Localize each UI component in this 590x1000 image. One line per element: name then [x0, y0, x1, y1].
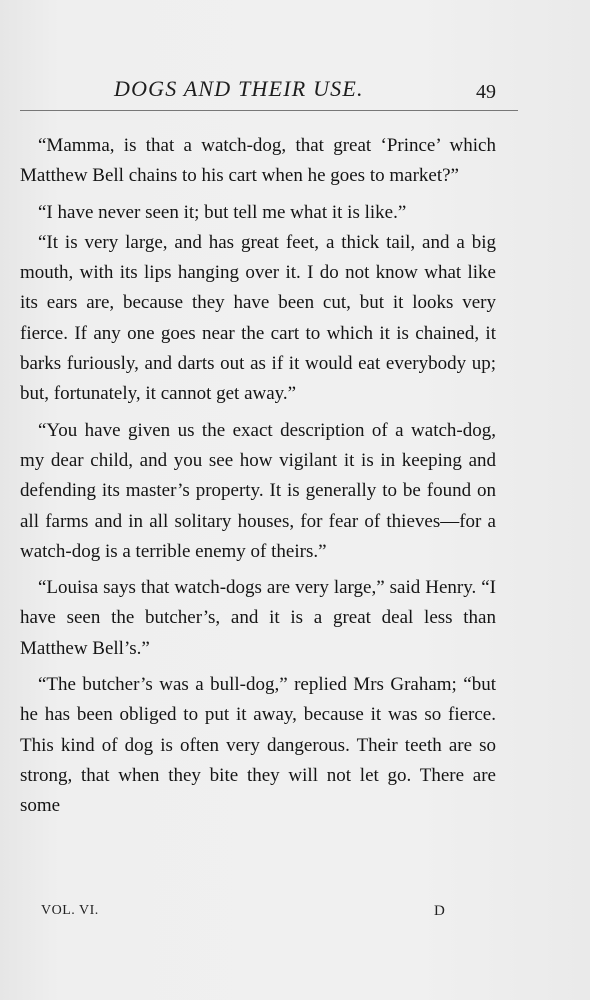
paragraph-6: “The butcher’s was a bull-dog,” replied Mrs Graham; “but he has been obliged to put it away, because it was so fierce. This kind of dog is often very dangerous. Their teeth are so strong, that when they bite they will not let go. There are some: [20, 674, 496, 817]
body-text: [20, 131, 496, 822]
running-head: DOGS AND THEIR USE.: [114, 76, 364, 101]
paragraph-4: “You have given us the exact description of a watch-dog, my dear child, and you see how vigilant it is in keeping and defending its master’s property. It is generally to be found on all farms and in all solitary houses, for fear of thieves—for a watch-dog is a terrible enemy of theirs.”: [20, 419, 496, 562]
paragraph-1: “Mamma, is that a watch-dog, that great ‘Prince’ which Matthew Bell chains to his cart when he goes to market?”: [20, 135, 496, 187]
paragraph-3: “It is very large, and has great feet, a thick tail, and a big mouth, with its lips hanging over it. I do not know what like its ears are, because they have been cut, but it looks very fierce. If any one goes near the cart to which it is chained, it barks furiously, and darts out as if it would eat everybody up; but, fortunately, it cannot get away.”: [20, 231, 496, 405]
paragraph-2: “I have never seen it; but tell me what it is like.”: [38, 201, 407, 223]
signature-mark: D: [434, 903, 445, 919]
page-header: [0, 74, 590, 114]
page-number: 49: [476, 81, 496, 103]
volume-label: VOL. VI.: [41, 903, 99, 918]
paragraph-5: “Louisa says that watch-dogs are very large,” said Henry. “I have seen the butcher’s, and it is a great deal less than Matthew Bell’s.”: [20, 577, 496, 659]
header-rule: [20, 110, 518, 111]
page-footer: [0, 903, 590, 927]
